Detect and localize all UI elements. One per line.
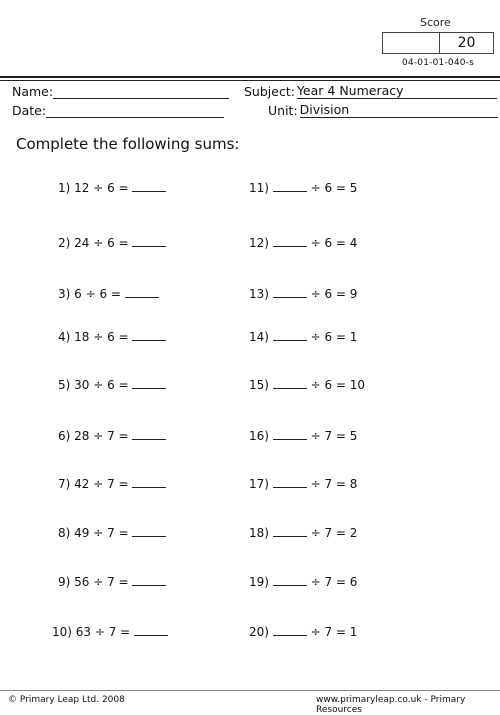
score-label: Score xyxy=(420,16,451,29)
answer-blank[interactable] xyxy=(273,329,307,341)
problem-18 xyxy=(249,525,357,540)
score-value: 20 xyxy=(457,35,476,51)
problem-text: ÷ 7 = 8 xyxy=(310,477,358,491)
name-field xyxy=(12,84,229,99)
answer-blank[interactable] xyxy=(132,525,166,537)
name-label: Name: xyxy=(12,84,54,99)
answer-blank[interactable] xyxy=(273,574,307,586)
answer-blank[interactable] xyxy=(132,574,166,586)
header-divider xyxy=(0,76,500,78)
problem-number: 8) xyxy=(58,526,71,540)
answer-blank[interactable] xyxy=(273,286,307,298)
problem-text: ÷ 6 = 1 xyxy=(310,330,358,344)
problem-1 xyxy=(58,180,166,195)
problem-number: 2) xyxy=(58,236,71,250)
date-line[interactable] xyxy=(46,103,224,118)
footer-divider xyxy=(0,690,500,691)
problem-number: 15) xyxy=(249,378,269,392)
problem-number: 1) xyxy=(58,181,71,195)
problem-11 xyxy=(249,180,357,195)
header-divider-thin xyxy=(0,80,500,81)
date-label: Date: xyxy=(12,103,47,118)
problem-3 xyxy=(58,286,159,301)
problem-number: 16) xyxy=(249,429,269,443)
score-blank-cell xyxy=(383,33,440,53)
problem-text: ÷ 7 = 1 xyxy=(310,625,358,639)
problem-10 xyxy=(52,624,168,639)
problem-number: 9) xyxy=(58,575,71,589)
problem-6 xyxy=(58,428,166,443)
problem-17 xyxy=(249,476,357,491)
problem-number: 19) xyxy=(249,575,269,589)
name-line[interactable] xyxy=(53,84,229,99)
problem-19 xyxy=(249,574,357,589)
footer-website[interactable]: www.primaryleap.co.uk - Primary Resources xyxy=(316,695,466,715)
score-box xyxy=(382,32,494,54)
problem-number: 14) xyxy=(249,330,269,344)
answer-blank[interactable] xyxy=(132,428,166,440)
problem-4 xyxy=(58,329,166,344)
problem-14 xyxy=(249,329,357,344)
problem-text: ÷ 6 = 5 xyxy=(310,181,358,195)
problem-text: 18 ÷ 6 = xyxy=(74,330,129,344)
problem-text: ÷ 7 = 2 xyxy=(310,526,358,540)
problem-number: 18) xyxy=(249,526,269,540)
problem-12 xyxy=(249,235,357,250)
unit-field xyxy=(268,103,498,118)
answer-blank[interactable] xyxy=(132,476,166,488)
subject-field xyxy=(244,84,497,99)
problem-text: 49 ÷ 7 = xyxy=(74,526,129,540)
subject-value: Year 4 Numeracy xyxy=(297,84,497,99)
answer-blank[interactable] xyxy=(132,329,166,341)
problem-number: 13) xyxy=(249,287,269,301)
footer-copyright: © Primary Leap Ltd. 2008 xyxy=(8,695,125,705)
problem-13 xyxy=(249,286,357,301)
problem-text: 42 ÷ 7 = xyxy=(74,477,129,491)
problem-9 xyxy=(58,574,166,589)
problem-2 xyxy=(58,235,166,250)
problem-number: 11) xyxy=(249,181,269,195)
answer-blank[interactable] xyxy=(273,180,307,192)
answer-blank[interactable] xyxy=(273,428,307,440)
answer-blank[interactable] xyxy=(273,235,307,247)
problem-text: 28 ÷ 7 = xyxy=(74,429,129,443)
answer-blank[interactable] xyxy=(132,180,166,192)
answer-blank[interactable] xyxy=(134,624,168,636)
problem-number: 7) xyxy=(58,477,71,491)
problem-text: ÷ 7 = 6 xyxy=(310,575,358,589)
problem-8 xyxy=(58,525,166,540)
problem-number: 12) xyxy=(249,236,269,250)
date-field xyxy=(12,103,224,118)
problem-text: 56 ÷ 7 = xyxy=(74,575,129,589)
answer-blank[interactable] xyxy=(273,476,307,488)
problem-20 xyxy=(249,624,357,639)
answer-blank[interactable] xyxy=(132,235,166,247)
answer-blank[interactable] xyxy=(273,377,307,389)
problem-text: ÷ 7 = 5 xyxy=(310,429,358,443)
answer-blank[interactable] xyxy=(125,286,159,298)
instructions: Complete the following sums: xyxy=(16,135,240,153)
problem-number: 20) xyxy=(249,625,269,639)
problem-number: 10) xyxy=(52,625,72,639)
unit-value: Division xyxy=(300,103,498,118)
answer-blank[interactable] xyxy=(273,624,307,636)
problem-text: ÷ 6 = 9 xyxy=(310,287,358,301)
problem-5 xyxy=(58,377,166,392)
problem-text: ÷ 6 = 10 xyxy=(310,378,366,392)
problem-text: 12 ÷ 6 = xyxy=(74,181,129,195)
subject-label: Subject: xyxy=(244,84,295,99)
problem-number: 17) xyxy=(249,477,269,491)
answer-blank[interactable] xyxy=(132,377,166,389)
problem-text: 30 ÷ 6 = xyxy=(74,378,129,392)
problem-16 xyxy=(249,428,357,443)
problem-number: 4) xyxy=(58,330,71,344)
problem-text: 63 ÷ 7 = xyxy=(75,625,131,639)
problem-text: 6 ÷ 6 = xyxy=(74,287,121,301)
answer-blank[interactable] xyxy=(273,525,307,537)
problem-text: 24 ÷ 6 = xyxy=(74,236,129,250)
problem-7 xyxy=(58,476,166,491)
problem-text: ÷ 6 = 4 xyxy=(310,236,358,250)
problem-number: 6) xyxy=(58,429,71,443)
problem-number: 5) xyxy=(58,378,71,392)
worksheet-code: 04-01-01-040-s xyxy=(402,58,475,68)
unit-label: Unit: xyxy=(268,103,298,118)
problem-15 xyxy=(249,377,365,392)
problem-number: 3) xyxy=(58,287,71,301)
